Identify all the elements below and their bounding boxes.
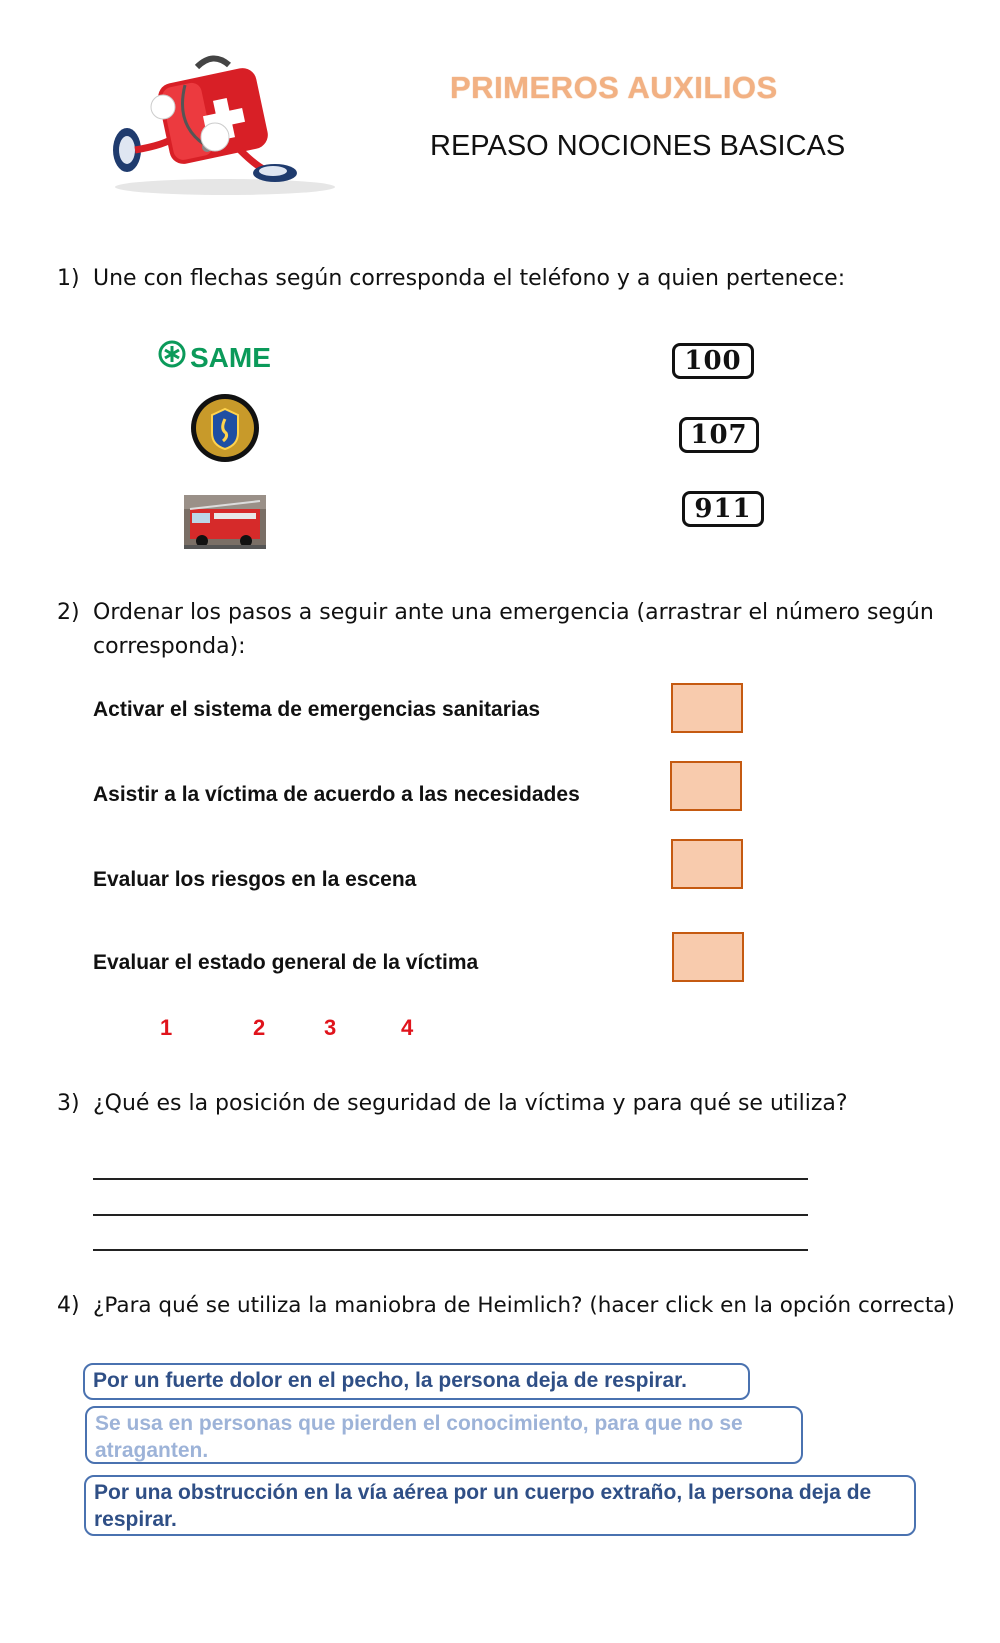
answer-option[interactable]: Se usa en personas que pierden el conocimiento, para que no se atraganten.	[85, 1406, 803, 1464]
fire-truck-icon[interactable]	[184, 495, 266, 549]
drop-box[interactable]	[671, 683, 743, 733]
number-token[interactable]: 3	[324, 1015, 337, 1040]
answer-option[interactable]: Por un fuerte dolor en el pecho, la persona deja de respirar.	[83, 1363, 750, 1400]
question-2-text-line2: corresponda):	[93, 634, 246, 659]
police-badge-icon[interactable]	[190, 393, 260, 463]
question-3-text: ¿Qué es la posición de seguridad de la víctima y para qué se utiliza?	[93, 1091, 848, 1116]
drop-box[interactable]	[672, 932, 744, 982]
page-title: PRIMEROS AUXILIOS	[450, 70, 778, 105]
step-label: Evaluar el estado general de la víctima	[93, 951, 479, 974]
question-1-number: 1)	[57, 266, 80, 291]
phone-number-911[interactable]: 911	[682, 491, 764, 527]
step-label: Asistir a la víctima de acuerdo a las necesidades	[93, 783, 580, 806]
number-token[interactable]: 2	[253, 1015, 266, 1040]
same-logo-label: SAME	[190, 341, 271, 373]
answer-line[interactable]	[93, 1214, 808, 1216]
question-3-number: 3)	[57, 1091, 80, 1116]
question-1-text: Une con flechas según corresponda el teléfono y a quien pertenece:	[93, 266, 846, 291]
number-token[interactable]: 4	[401, 1015, 414, 1040]
question-2-text-line1: Ordenar los pasos a seguir ante una emergencia (arrastrar el número según	[93, 600, 934, 625]
drop-box[interactable]	[671, 839, 743, 889]
answer-option[interactable]: Por una obstrucción en la vía aérea por un cuerpo extraño, la persona deja de respirar.	[84, 1475, 916, 1536]
drop-box[interactable]	[670, 761, 742, 811]
number-token[interactable]: 1	[160, 1015, 173, 1040]
same-logo[interactable]	[158, 340, 271, 375]
question-4-text: ¿Para qué se utiliza la maniobra de Heimlich? (hacer click en la opción correcta)	[93, 1293, 955, 1318]
phone-number-107[interactable]: 107	[679, 417, 759, 453]
step-label: Evaluar los riesgos en la escena	[93, 868, 417, 891]
answer-line[interactable]	[93, 1178, 808, 1180]
phone-number-100[interactable]: 100	[672, 343, 754, 379]
first-aid-kit-mascot-icon	[105, 55, 340, 200]
page-subtitle: REPASO NOCIONES BASICAS	[430, 130, 846, 162]
same-logo-icon	[158, 340, 186, 375]
question-2-number: 2)	[57, 600, 80, 625]
answer-line[interactable]	[93, 1249, 808, 1251]
step-label: Activar el sistema de emergencias sanitarias	[93, 698, 541, 721]
question-4-number: 4)	[57, 1293, 80, 1318]
